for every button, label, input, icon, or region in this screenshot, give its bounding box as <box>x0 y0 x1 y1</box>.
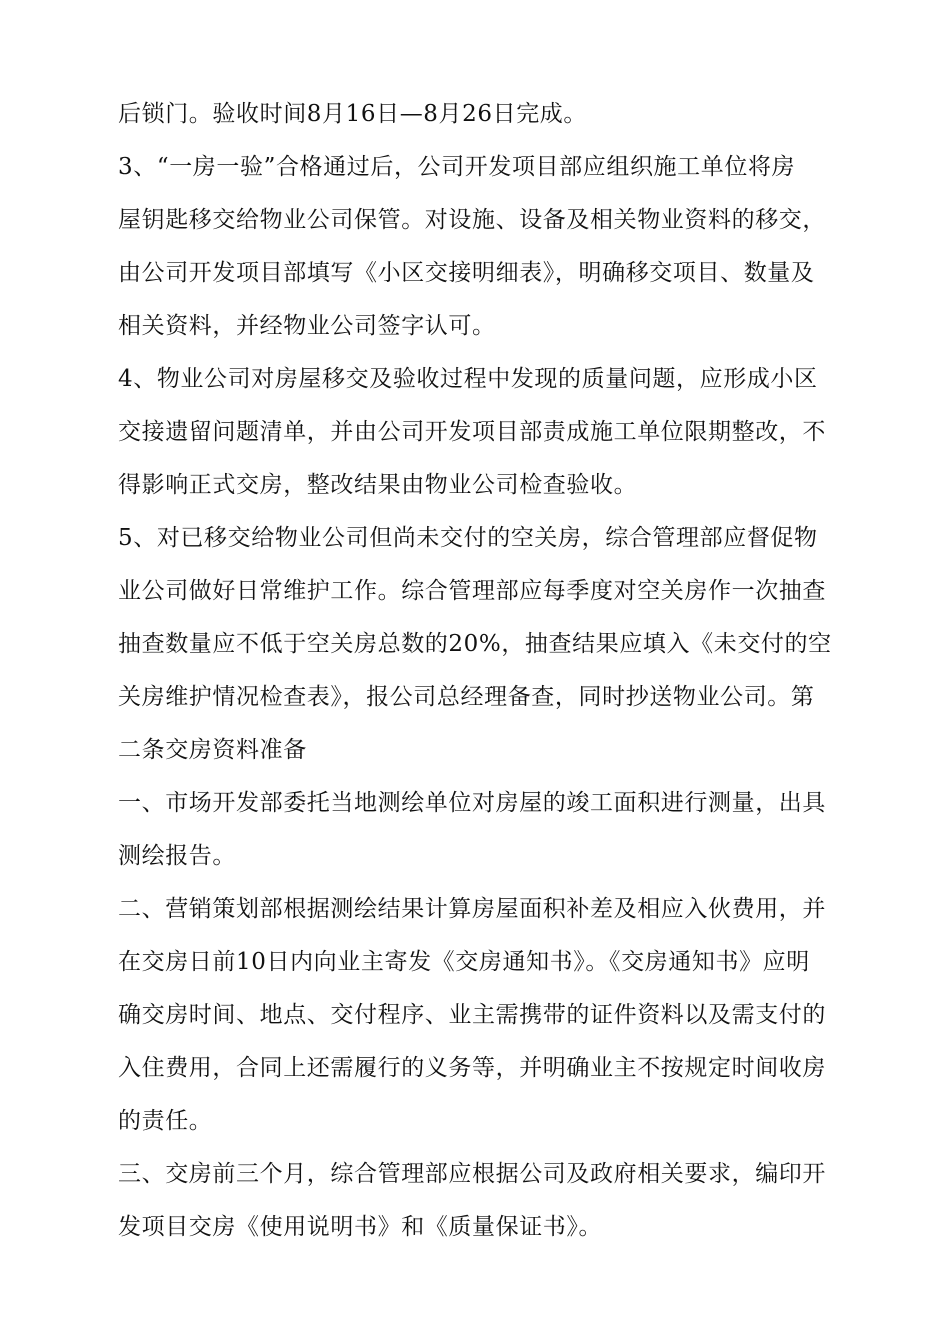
text-line: 业公司做好日常维护工作。综合管理部应每季度对空关房作一次抽查 <box>118 578 826 604</box>
text-line: 屋钥匙移交给物业公司保管。对设施、设备及相关物业资料的移交， <box>118 207 826 233</box>
text-line: 抽查数量应不低于空关房总数的20%，抽查结果应填入《未交付的空 <box>118 631 832 657</box>
text-line: 一、市场开发部委托当地测绘单位对房屋的竣工面积进行测量，出具 <box>118 790 826 816</box>
text-line: 的责任。 <box>118 1108 213 1134</box>
text-line: 5、对已移交给物业公司但尚未交付的空关房，综合管理部应督促物 <box>118 525 818 551</box>
text-line: 3、“一房一验”合格通过后，公司开发项目部应组织施工单位将房 <box>118 154 796 180</box>
text-line: 二、营销策划部根据测绘结果计算房屋面积补差及相应入伙费用，并 <box>118 896 826 922</box>
text-line: 得影响正式交房，整改结果由物业公司检查验收。 <box>118 472 638 498</box>
text-line: 入住费用，合同上还需履行的义务等，并明确业主不按规定时间收房 <box>118 1055 826 1081</box>
text-line: 后锁门。验收时间8月16日—8月26日完成。 <box>118 101 587 127</box>
text-line: 由公司开发项目部填写《小区交接明细表》，明确移交项目、数量及 <box>118 260 815 286</box>
text-line: 测绘报告。 <box>118 843 236 869</box>
text-line: 4、物业公司对房屋移交及验收过程中发现的质量问题，应形成小区 <box>118 366 818 392</box>
text-line: 确交房时间、地点、交付程序、业主需携带的证件资料以及需支付的 <box>118 1002 826 1028</box>
text-line: 在交房日前10日内向业主寄发《交房通知书》。《交房通知书》应明 <box>118 949 810 975</box>
text-line: 相关资料，并经物业公司签字认可。 <box>118 313 496 339</box>
text-line: 二条交房资料准备 <box>118 737 307 763</box>
text-line: 发项目交房《使用说明书》和《质量保证书》。 <box>118 1214 603 1240</box>
text-line: 关房维护情况检查表》，报公司总经理备查，同时抄送物业公司。第 <box>118 684 815 710</box>
text-line: 交接遗留问题清单，并由公司开发项目部责成施工单位限期整改，不 <box>118 419 826 445</box>
text-line: 三、交房前三个月，综合管理部应根据公司及政府相关要求，编印开 <box>118 1161 826 1187</box>
